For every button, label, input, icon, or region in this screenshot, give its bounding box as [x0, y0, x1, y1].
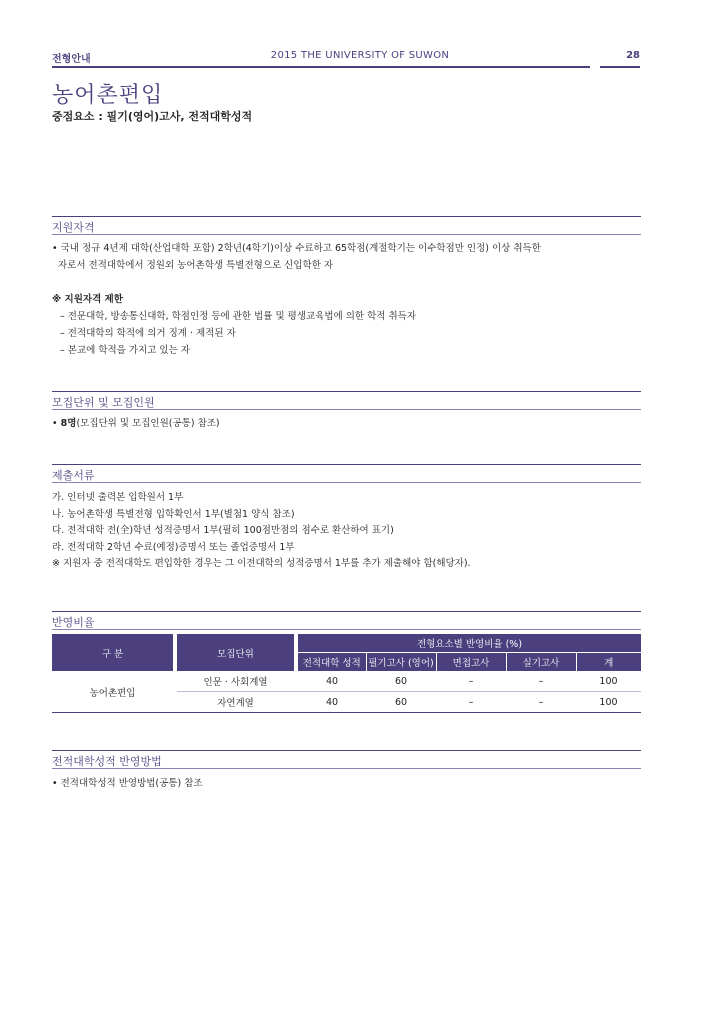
- value-cell: –: [436, 692, 506, 713]
- grades-line: • 전적대학성적 반영방법(공통) 참조: [52, 778, 203, 789]
- value-cell: 60: [366, 692, 436, 713]
- value-cell: 100: [576, 692, 641, 713]
- value-cell: 40: [298, 692, 366, 713]
- page-subtitle: 중점요소 : 필기(영어)고사, 전적대학성적: [52, 110, 253, 123]
- section-title-grades: 전적대학성적 반영방법: [52, 755, 162, 768]
- header-division: 구 분: [52, 634, 173, 671]
- header-subcol: 실기고사: [506, 653, 576, 672]
- value-cell: –: [506, 692, 576, 713]
- value-cell: 60: [366, 671, 436, 692]
- header-subcol: 전적대학 성적: [298, 653, 366, 672]
- bullet: •: [52, 418, 58, 429]
- eligibility-line-2: 자로서 전적대학에서 정원외 농어촌학생 특별전형으로 신입학한 자: [58, 260, 334, 271]
- section-divider: [52, 391, 641, 392]
- section-divider: [52, 750, 641, 751]
- section-underline: [52, 482, 641, 483]
- section-underline: [52, 629, 641, 630]
- document-item: 라. 전적대학 2학년 수료(예정)증명서 또는 졸업증명서 1부: [52, 542, 295, 553]
- section-title-quota: 모집단위 및 모집인원: [52, 396, 155, 409]
- section-divider: [52, 464, 641, 465]
- document-item: 가. 인터넷 출력본 입학원서 1부: [52, 492, 184, 503]
- restriction-title: ※ 지원자격 제한: [52, 294, 123, 305]
- section-underline: [52, 234, 641, 235]
- page-number: 28: [626, 50, 640, 61]
- value-cell: –: [436, 671, 506, 692]
- header-subcol: 필기고사 (영어): [366, 653, 436, 672]
- table-row: [52, 671, 641, 692]
- eligibility-line-1: • 국내 정규 4년제 대학(산업대학 포함) 2학년(4학기)이상 수료하고 65학점(계절학기는 이수학점만 인정) 이상 취득한: [52, 243, 541, 254]
- restriction-item: – 본교에 학적을 가지고 있는 자: [60, 345, 190, 356]
- section-divider: [52, 216, 641, 217]
- value-cell: 100: [576, 671, 641, 692]
- header-unit: 모집단위: [177, 634, 294, 671]
- header-group: 전형요소별 반영비율 (%): [298, 634, 641, 653]
- section-underline: [52, 768, 641, 769]
- quota-line: [52, 415, 220, 429]
- value-cell: –: [506, 671, 576, 692]
- restriction-item: – 전문대학, 방송통신대학, 학점인정 등에 관한 법률 및 평생교육법에 의한 학적 취득자: [60, 311, 417, 322]
- section-title-ratio: 반영비율: [52, 616, 95, 629]
- unit-cell: 인문 · 사회계열: [177, 671, 294, 692]
- header-subcol: 면접고사: [436, 653, 506, 672]
- restriction-item: – 전적대학의 학적에 의거 징계 · 제적된 자: [60, 328, 236, 339]
- header-university-title: 2015 THE UNIVERSITY OF SUWON: [270, 50, 450, 61]
- section-divider: [52, 611, 641, 612]
- section-title-eligibility: 지원자격: [52, 221, 95, 234]
- quota-detail: (모집단위 및 모집인원(공통) 참조): [76, 418, 220, 429]
- section-underline: [52, 409, 641, 410]
- document-item-note: ※ 지원자 중 전적대학도 편입학한 경우는 그 이전대학의 성적증명서 1부를 추가 제출해야 함(해당자).: [52, 558, 471, 569]
- header-subcol: 계: [576, 653, 641, 672]
- page-title: 농어촌편입: [52, 83, 164, 108]
- header-divider-right: [600, 66, 640, 68]
- ratio-table: [52, 634, 641, 713]
- quota-count: 8명: [60, 418, 77, 429]
- division-cell: 농어촌편입: [52, 671, 173, 713]
- document-item: 나. 농어촌학생 특별전형 입학확인서 1부(별첨1 양식 참조): [52, 509, 295, 520]
- document-item: 다. 전적대학 전(全)학년 성적증명서 1부(필히 100점만점의 점수로 환산하여 표기): [52, 525, 394, 536]
- header-divider: [52, 66, 590, 68]
- value-cell: 40: [298, 671, 366, 692]
- unit-cell: 자연계열: [177, 692, 294, 713]
- header-section-label: 전형안내: [52, 54, 91, 65]
- section-title-documents: 제출서류: [52, 469, 95, 482]
